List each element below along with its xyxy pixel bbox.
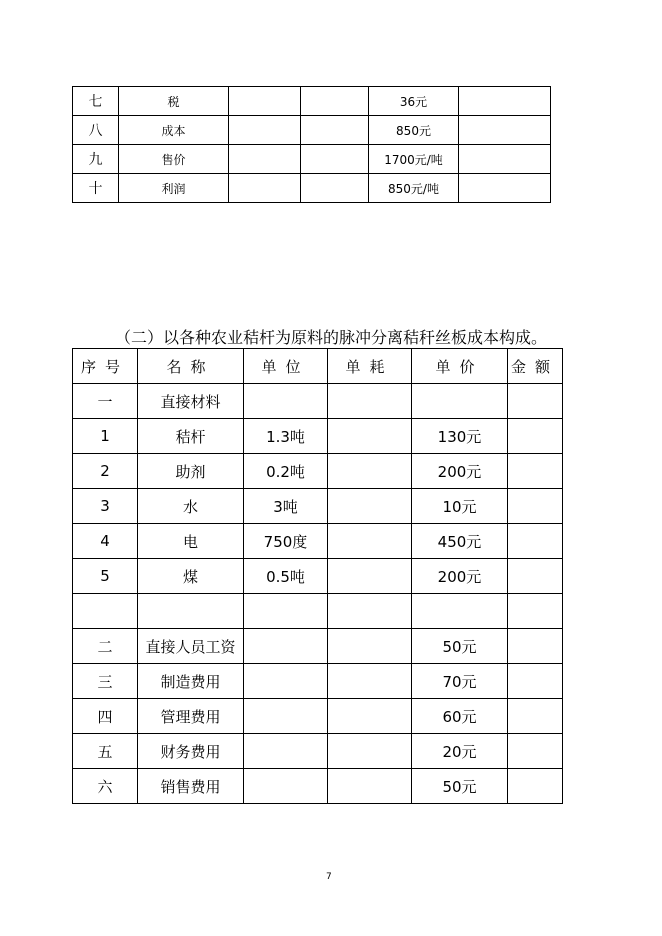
amount-cell bbox=[508, 489, 563, 524]
cell-4 bbox=[301, 116, 369, 145]
item-name bbox=[138, 594, 244, 629]
price-cell: 36元 bbox=[369, 87, 459, 116]
consumption-cell bbox=[328, 524, 412, 559]
cell-4 bbox=[301, 174, 369, 203]
table-row bbox=[73, 734, 563, 769]
row-number: 4 bbox=[73, 524, 138, 559]
unit-cell bbox=[244, 769, 328, 804]
cell-3 bbox=[229, 174, 301, 203]
table-row bbox=[73, 116, 551, 145]
unit-cell bbox=[244, 664, 328, 699]
item-name: 制造费用 bbox=[138, 664, 244, 699]
row-number bbox=[73, 594, 138, 629]
row-number: 一 bbox=[73, 384, 138, 419]
table-row bbox=[73, 629, 563, 664]
price-cell bbox=[412, 594, 508, 629]
consumption-cell bbox=[328, 629, 412, 664]
price-cell: 50元 bbox=[412, 769, 508, 804]
item-name: 水 bbox=[138, 489, 244, 524]
cell-3 bbox=[229, 87, 301, 116]
amount-cell bbox=[508, 769, 563, 804]
unit-cell bbox=[244, 384, 328, 419]
consumption-cell bbox=[328, 419, 412, 454]
item-name: 电 bbox=[138, 524, 244, 559]
row-number: 2 bbox=[73, 454, 138, 489]
cost-breakdown-table bbox=[72, 348, 563, 804]
amount-cell bbox=[508, 594, 563, 629]
row-number: 三 bbox=[73, 664, 138, 699]
table-row bbox=[73, 559, 563, 594]
price-cell: 60元 bbox=[412, 699, 508, 734]
consumption-cell bbox=[328, 559, 412, 594]
row-number: 十 bbox=[73, 174, 119, 203]
table-header-row bbox=[73, 349, 563, 384]
item-name: 成本 bbox=[119, 116, 229, 145]
header-name: 名称 bbox=[138, 349, 244, 384]
header-unit: 单位 bbox=[244, 349, 328, 384]
price-cell: 850元 bbox=[369, 116, 459, 145]
table-row bbox=[73, 524, 563, 559]
header-price: 单价 bbox=[412, 349, 508, 384]
cell-6 bbox=[459, 174, 551, 203]
unit-cell bbox=[244, 734, 328, 769]
unit-cell bbox=[244, 629, 328, 664]
header-amount: 金额 bbox=[508, 349, 563, 384]
row-number: 八 bbox=[73, 116, 119, 145]
price-cell: 70元 bbox=[412, 664, 508, 699]
header-no: 序号 bbox=[73, 349, 138, 384]
table-row bbox=[73, 664, 563, 699]
amount-cell bbox=[508, 664, 563, 699]
price-cell: 1700元/吨 bbox=[369, 145, 459, 174]
item-name: 财务费用 bbox=[138, 734, 244, 769]
row-number: 六 bbox=[73, 769, 138, 804]
row-number: 九 bbox=[73, 145, 119, 174]
item-name: 税 bbox=[119, 87, 229, 116]
amount-cell bbox=[508, 629, 563, 664]
item-name: 秸杆 bbox=[138, 419, 244, 454]
top-cost-table bbox=[72, 86, 551, 203]
consumption-cell bbox=[328, 699, 412, 734]
item-name: 煤 bbox=[138, 559, 244, 594]
table-row bbox=[73, 419, 563, 454]
item-name: 直接材料 bbox=[138, 384, 244, 419]
row-number: 5 bbox=[73, 559, 138, 594]
unit-cell bbox=[244, 699, 328, 734]
row-number: 3 bbox=[73, 489, 138, 524]
table-row bbox=[73, 594, 563, 629]
amount-cell bbox=[508, 559, 563, 594]
table-row bbox=[73, 489, 563, 524]
amount-cell bbox=[508, 699, 563, 734]
cell-6 bbox=[459, 116, 551, 145]
consumption-cell bbox=[328, 734, 412, 769]
amount-cell bbox=[508, 419, 563, 454]
row-number: 五 bbox=[73, 734, 138, 769]
row-number: 七 bbox=[73, 87, 119, 116]
table-row bbox=[73, 384, 563, 419]
unit-cell: 0.2吨 bbox=[244, 454, 328, 489]
consumption-cell bbox=[328, 664, 412, 699]
item-name: 利润 bbox=[119, 174, 229, 203]
consumption-cell bbox=[328, 384, 412, 419]
price-cell: 200元 bbox=[412, 454, 508, 489]
unit-cell: 3吨 bbox=[244, 489, 328, 524]
consumption-cell bbox=[328, 594, 412, 629]
table-row bbox=[73, 87, 551, 116]
cell-6 bbox=[459, 145, 551, 174]
price-cell: 850元/吨 bbox=[369, 174, 459, 203]
price-cell: 200元 bbox=[412, 559, 508, 594]
consumption-cell bbox=[328, 454, 412, 489]
table-row bbox=[73, 699, 563, 734]
amount-cell bbox=[508, 384, 563, 419]
amount-cell bbox=[508, 454, 563, 489]
item-name: 销售费用 bbox=[138, 769, 244, 804]
unit-cell bbox=[244, 594, 328, 629]
consumption-cell bbox=[328, 489, 412, 524]
header-consumption: 单耗 bbox=[328, 349, 412, 384]
row-number: 四 bbox=[73, 699, 138, 734]
price-cell bbox=[412, 384, 508, 419]
item-name: 助剂 bbox=[138, 454, 244, 489]
cell-3 bbox=[229, 145, 301, 174]
amount-cell bbox=[508, 734, 563, 769]
section-title: （二）以各种农业秸杆为原料的脉冲分离秸秆丝板成本构成。 bbox=[115, 328, 548, 347]
cell-4 bbox=[301, 87, 369, 116]
cell-3 bbox=[229, 116, 301, 145]
unit-cell: 750度 bbox=[244, 524, 328, 559]
consumption-cell bbox=[328, 769, 412, 804]
price-cell: 130元 bbox=[412, 419, 508, 454]
unit-cell: 0.5吨 bbox=[244, 559, 328, 594]
row-number: 二 bbox=[73, 629, 138, 664]
table-row bbox=[73, 454, 563, 489]
cell-6 bbox=[459, 87, 551, 116]
unit-cell: 1.3吨 bbox=[244, 419, 328, 454]
price-cell: 50元 bbox=[412, 629, 508, 664]
row-number: 1 bbox=[73, 419, 138, 454]
amount-cell bbox=[508, 524, 563, 559]
table-row bbox=[73, 769, 563, 804]
item-name: 直接人员工资 bbox=[138, 629, 244, 664]
price-cell: 450元 bbox=[412, 524, 508, 559]
table-row bbox=[73, 145, 551, 174]
item-name: 售价 bbox=[119, 145, 229, 174]
cell-4 bbox=[301, 145, 369, 174]
item-name: 管理费用 bbox=[138, 699, 244, 734]
page-number: 7 bbox=[326, 872, 332, 882]
price-cell: 20元 bbox=[412, 734, 508, 769]
price-cell: 10元 bbox=[412, 489, 508, 524]
table-row bbox=[73, 174, 551, 203]
